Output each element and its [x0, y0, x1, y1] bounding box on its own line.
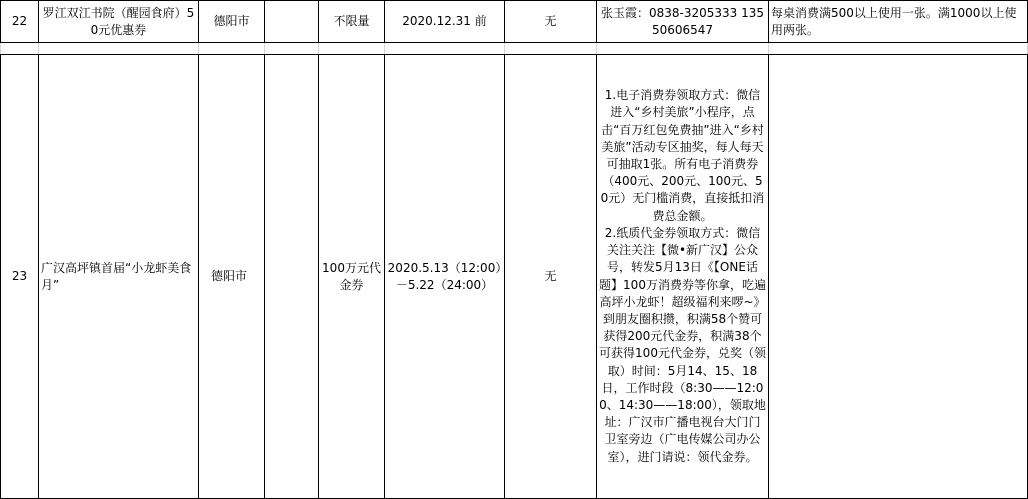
event-name: 罗江双江书院（醒园食府）50元优惠券: [39, 1, 199, 43]
usage-rule: [769, 55, 1028, 499]
row-number: 23: [1, 55, 39, 499]
blank-cell: [265, 55, 319, 499]
spacer-row: [1, 43, 1028, 55]
table-row: [1, 55, 1028, 499]
quantity: 100万元代金券: [319, 55, 385, 499]
threshold: 无: [505, 55, 597, 499]
city: 德阳市: [199, 55, 265, 499]
date-range: 2020.5.13（12:00）－5.22（24:00）: [385, 55, 505, 499]
row-number: 22: [1, 1, 39, 43]
contact: 张玉霞：0838-3205333 13550606547: [597, 1, 769, 43]
table-row: [1, 1, 1028, 43]
date-range: 2020.12.31 前: [385, 1, 505, 43]
threshold: 无: [505, 1, 597, 43]
city: 德阳市: [199, 1, 265, 43]
usage-rule: 每桌消费满500以上使用一张。满1000以上使用两张。: [769, 1, 1028, 43]
quantity: 不限量: [319, 1, 385, 43]
event-name: 广汉高坪镇首届“小龙虾美食月”: [39, 55, 199, 499]
claim-method: [597, 55, 769, 499]
claim-method-electronic: 1.电子消费券领取方式：微信进入“乡村美旅”小程序，点击“百万红包免费抽”进入“乡村美旅”活动专区抽奖，每人每天可抽取1张。所有电子消费券（400元、200元、100元、50元）无门槛消费，直接抵扣消费总金额。: [600, 88, 765, 223]
blank-cell: [265, 1, 319, 43]
claim-method-paper: 2.纸质代金券领取方式：微信关注关注【微•新广汉】公众号，转发5月13日《【ONE话题】100万消费券等你拿，吃遍高坪小龙虾！超级福利来啰~》到朋友圈积攒，积满58个赞可获得200元代金券，积满38个可获得100元代金券，兑奖（领取）时间：5月14、15、18日，工作时段（8:30——12:00、14:30——18:00），领取地址：广汉市广播电视台大门门卫室旁边（广电传媒公司办公室），进门请说：领代金券。: [599, 225, 766, 464]
